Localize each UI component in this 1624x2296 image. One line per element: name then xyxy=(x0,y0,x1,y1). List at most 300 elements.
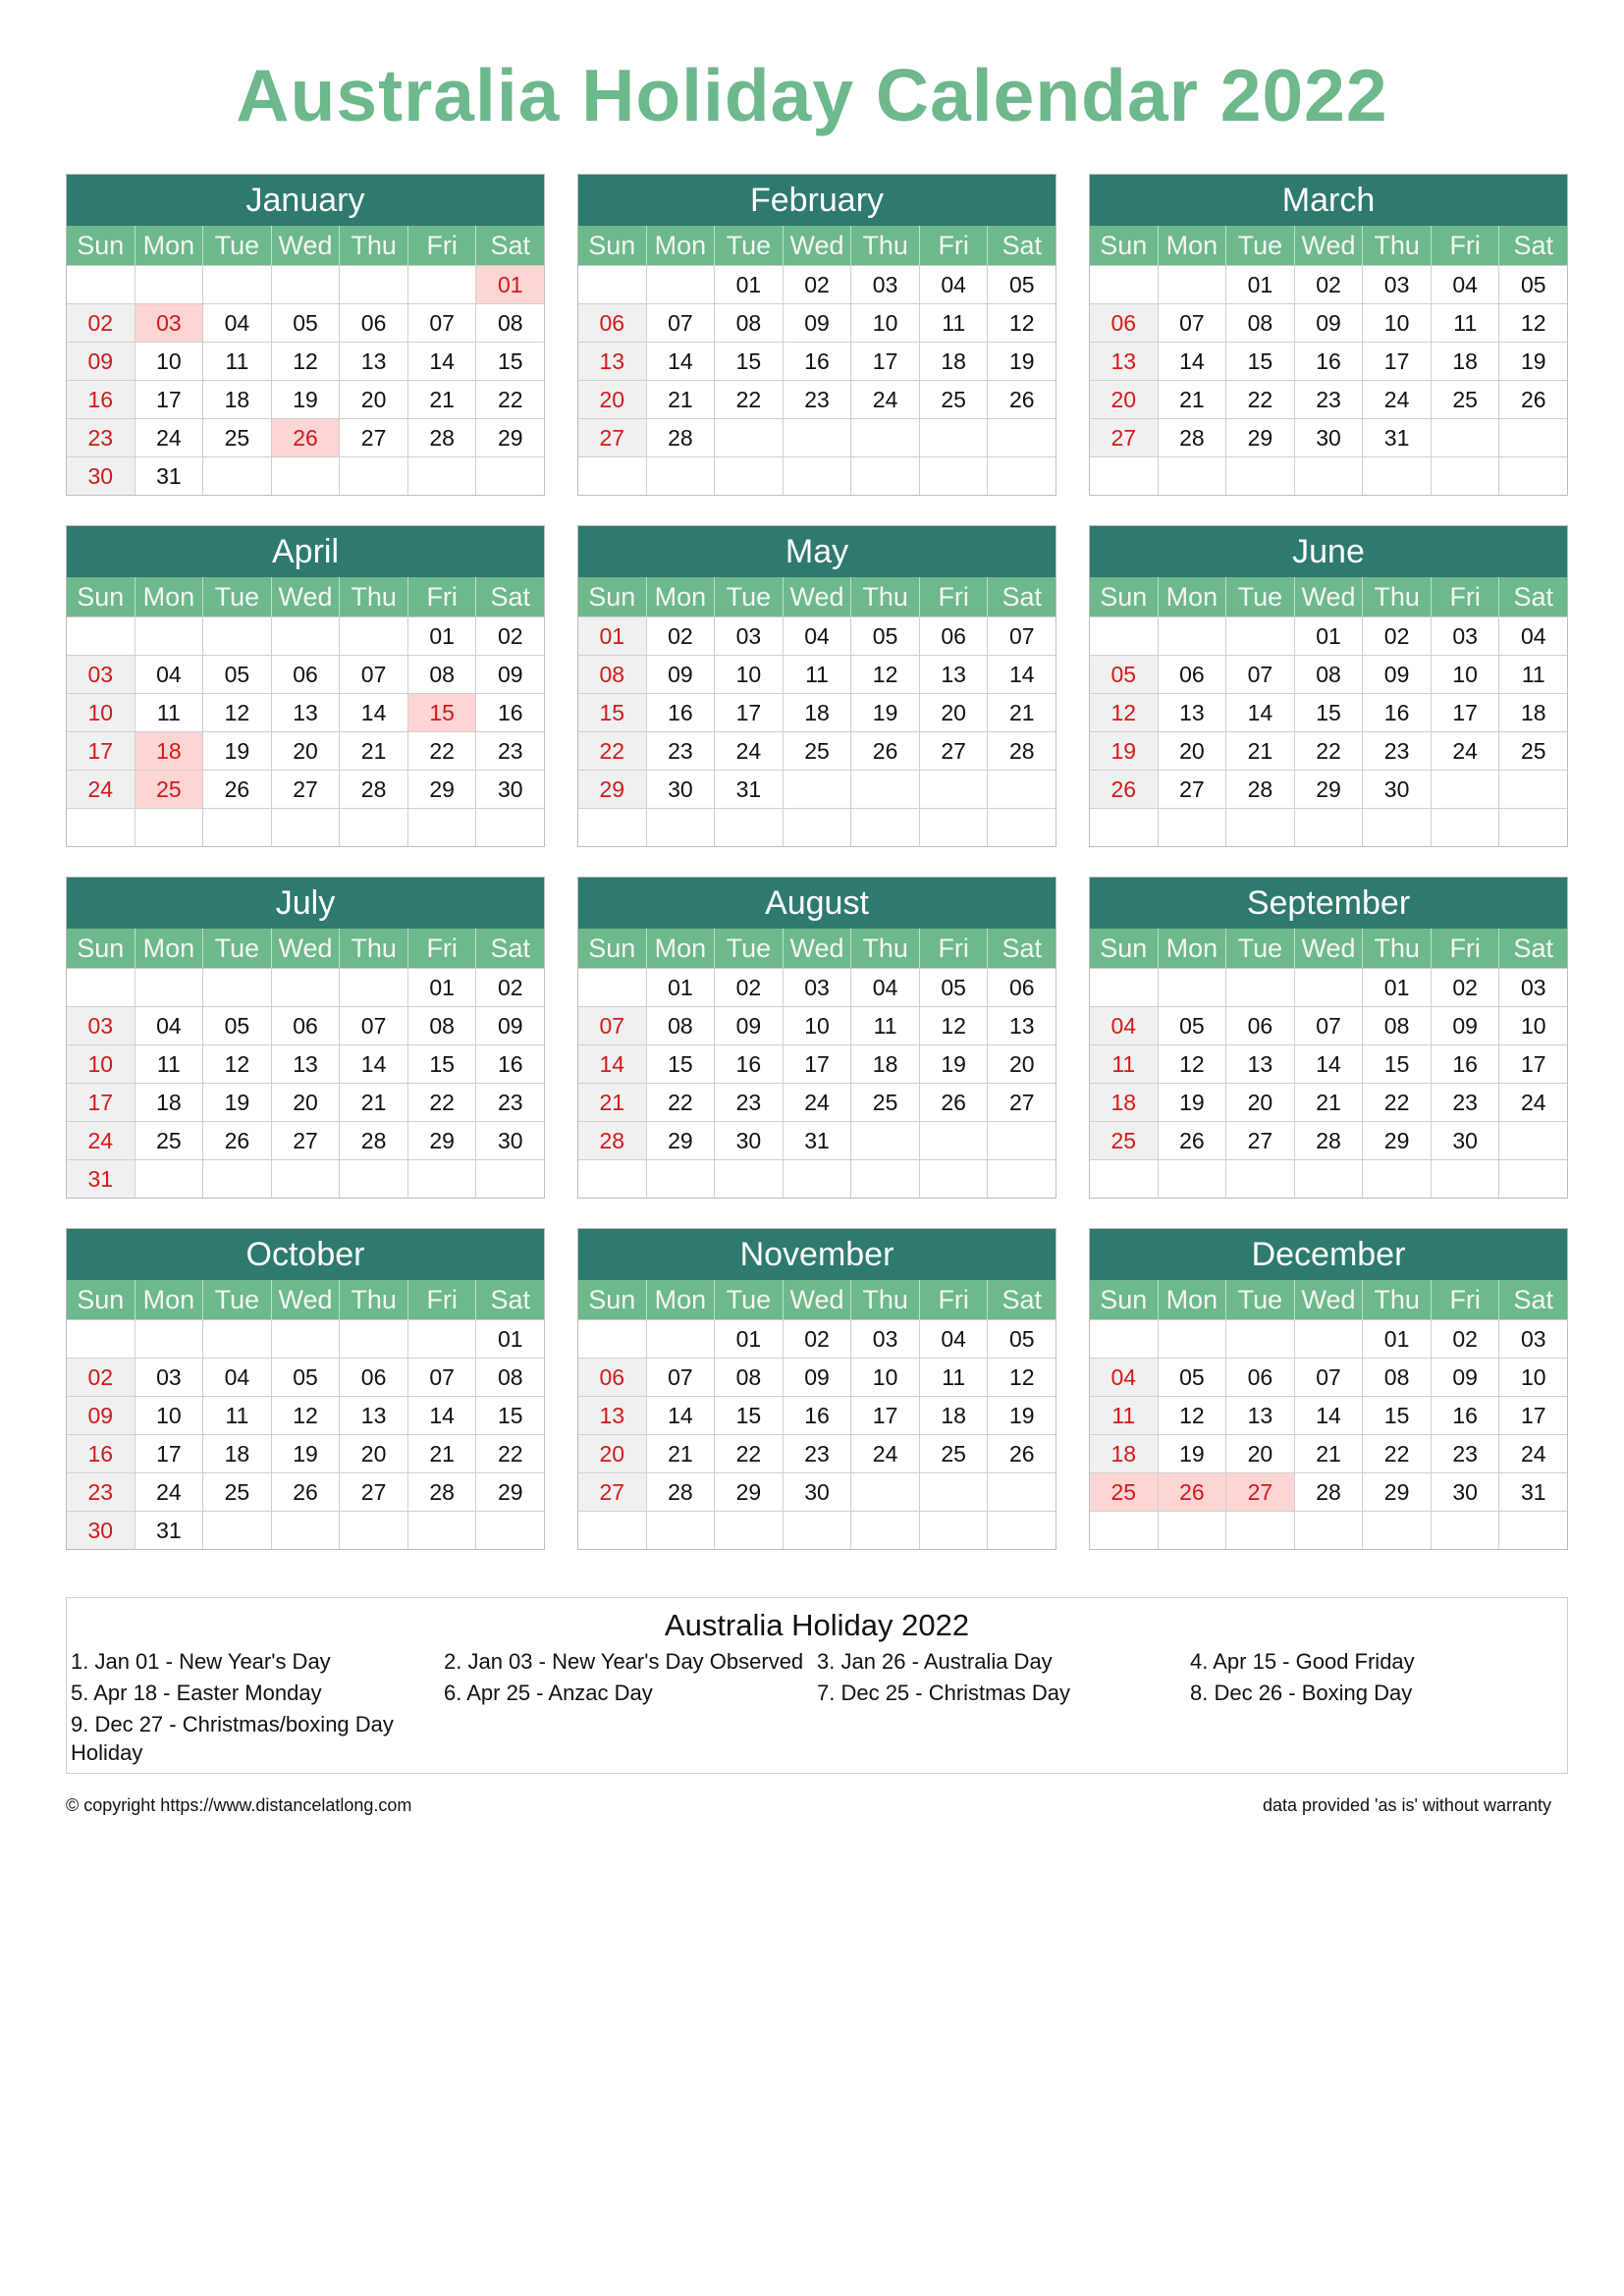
empty-day-cell xyxy=(1159,457,1227,495)
week-row xyxy=(67,968,544,1006)
weekday-label: Sun xyxy=(1090,226,1159,265)
day-cell: 08 xyxy=(497,310,523,336)
day-cell: 08 xyxy=(647,1007,716,1044)
day-cell: 31 xyxy=(135,457,204,495)
day-cell: 07 xyxy=(647,304,716,342)
holiday-list-title: Australia Holiday 2022 xyxy=(664,1608,970,1642)
holiday-item: 5. Apr 18 - Easter Monday xyxy=(71,1681,322,1705)
week-row xyxy=(67,731,544,770)
day-cell: 01 xyxy=(715,266,784,303)
day-cell: 13 xyxy=(272,694,341,731)
holiday-day-cell: 26 xyxy=(272,419,341,456)
day-cell: 05 xyxy=(920,969,989,1006)
day-cell: 09 xyxy=(1432,1007,1500,1044)
month-name: October xyxy=(67,1229,544,1280)
day-cell: 21 xyxy=(1295,1435,1364,1472)
day-cell: 24 xyxy=(135,419,204,456)
empty-day-cell xyxy=(272,457,341,495)
day-cell: 19 xyxy=(203,732,272,770)
day-cell: 14 xyxy=(1295,1045,1364,1083)
weekday-label: Fri xyxy=(920,929,989,968)
weekday-label: Tue xyxy=(715,929,784,968)
empty-day-cell xyxy=(578,1160,647,1198)
day-cell: 19 xyxy=(851,694,920,731)
weekday-label: Thu xyxy=(851,1280,920,1319)
day-cell: 02 xyxy=(1432,969,1500,1006)
holiday-item: 6. Apr 25 - Anzac Day xyxy=(444,1681,653,1705)
day-cell: 26 xyxy=(1090,771,1159,808)
day-cell: 20 xyxy=(578,381,647,418)
week-row xyxy=(578,1121,1056,1159)
day-cell: 23 xyxy=(784,1435,852,1472)
day-cell: 22 xyxy=(647,1084,716,1121)
day-cell: 14 xyxy=(1295,1397,1364,1434)
day-cell: 14 xyxy=(408,343,477,380)
day-cell: 26 xyxy=(1520,387,1546,412)
week-row xyxy=(67,770,544,808)
day-cell: 22 xyxy=(715,1435,784,1472)
week-row xyxy=(1090,1159,1567,1198)
empty-day-cell xyxy=(67,809,135,846)
day-cell: 25 xyxy=(203,1473,272,1511)
day-cell: 17 xyxy=(67,732,135,770)
day-cell: 22 xyxy=(1363,1435,1432,1472)
day-cell: 16 xyxy=(647,694,716,731)
week-row xyxy=(67,418,544,456)
day-cell: 30 xyxy=(1432,1473,1500,1511)
day-cell: 10 xyxy=(1432,656,1500,693)
day-cell: 06 xyxy=(578,1359,647,1396)
empty-day-cell xyxy=(203,1512,272,1549)
empty-day-cell xyxy=(1295,457,1364,495)
weekday-header-row xyxy=(67,577,544,616)
day-cell: 24 xyxy=(67,771,135,808)
day-cell: 22 xyxy=(1363,1084,1432,1121)
day-cell: 17 xyxy=(1520,1403,1546,1428)
day-cell: 03 xyxy=(67,656,135,693)
day-cell: 28 xyxy=(647,419,716,456)
day-cell: 28 xyxy=(1295,1122,1364,1159)
day-cell: 08 xyxy=(497,1364,523,1390)
empty-day-cell xyxy=(578,969,647,1006)
day-cell: 27 xyxy=(578,1473,647,1511)
weekday-label: Tue xyxy=(1226,226,1295,265)
day-cell: 16 xyxy=(784,1397,852,1434)
day-cell: 07 xyxy=(578,1007,647,1044)
day-cell: 27 xyxy=(272,1122,341,1159)
holiday-day-cell: 25 xyxy=(135,771,204,808)
day-cell: 01 xyxy=(1295,617,1364,655)
empty-day-cell xyxy=(340,809,408,846)
empty-day-cell xyxy=(135,1320,204,1358)
day-cell: 25 xyxy=(920,1435,989,1472)
weekday-label: Fri xyxy=(920,1280,989,1319)
empty-day-cell xyxy=(1090,617,1159,655)
day-cell: 23 xyxy=(67,419,135,456)
day-cell: 28 xyxy=(408,1473,477,1511)
holiday-day-cell: 27 xyxy=(1226,1473,1295,1511)
weekday-label: Fri xyxy=(1432,226,1500,265)
week-row xyxy=(67,1121,544,1159)
day-cell: 16 xyxy=(1432,1397,1500,1434)
day-cell: 30 xyxy=(784,1473,852,1511)
empty-day-cell xyxy=(408,1320,477,1358)
day-cell: 23 xyxy=(1432,1084,1500,1121)
empty-day-cell xyxy=(203,969,272,1006)
day-cell: 14 xyxy=(1008,662,1035,687)
day-cell: 22 xyxy=(497,387,523,412)
day-cell: 20 xyxy=(920,694,989,731)
week-row xyxy=(1090,1472,1567,1511)
empty-day-cell xyxy=(1226,457,1295,495)
holiday-day-cell: 15 xyxy=(408,694,477,731)
day-cell: 09 xyxy=(497,662,523,687)
weekday-label: Sun xyxy=(67,226,135,265)
day-cell: 26 xyxy=(1008,1441,1035,1467)
day-cell: 10 xyxy=(135,343,204,380)
day-cell: 12 xyxy=(1008,310,1035,336)
day-cell: 12 xyxy=(272,1397,341,1434)
day-cell: 25 xyxy=(784,732,852,770)
month-november xyxy=(577,1228,1056,1550)
weekday-label: Tue xyxy=(1226,577,1295,616)
empty-day-cell xyxy=(408,1512,477,1549)
day-cell: 13 xyxy=(340,343,408,380)
empty-day-cell xyxy=(340,266,408,303)
week-row xyxy=(67,616,544,655)
day-cell: 23 xyxy=(497,738,523,764)
day-cell: 27 xyxy=(920,732,989,770)
week-row xyxy=(67,342,544,380)
day-cell: 21 xyxy=(1159,381,1227,418)
week-row xyxy=(1090,1511,1567,1549)
holiday-item: 4. Apr 15 - Good Friday xyxy=(1190,1649,1415,1674)
day-cell: 21 xyxy=(340,1084,408,1121)
weekday-label: Sun xyxy=(67,577,135,616)
holiday-day-cell: 01 xyxy=(476,266,544,303)
day-cell: 29 xyxy=(1363,1473,1432,1511)
day-cell: 21 xyxy=(408,381,477,418)
empty-day-cell xyxy=(1159,1512,1227,1549)
day-cell: 27 xyxy=(1226,1122,1295,1159)
day-cell: 28 xyxy=(1226,771,1295,808)
day-cell: 16 xyxy=(1363,694,1432,731)
day-cell: 26 xyxy=(1008,387,1035,412)
day-cell: 07 xyxy=(340,656,408,693)
day-cell: 20 xyxy=(272,732,341,770)
month-january xyxy=(66,174,545,496)
empty-day-cell xyxy=(1499,771,1567,808)
day-cell: 15 xyxy=(1226,343,1295,380)
weekday-label: Thu xyxy=(1363,577,1432,616)
day-cell: 19 xyxy=(1090,732,1159,770)
weekday-label: Sat xyxy=(1513,231,1554,260)
empty-day-cell xyxy=(1226,617,1295,655)
empty-day-cell xyxy=(920,457,989,495)
week-row xyxy=(1090,1006,1567,1044)
empty-day-cell xyxy=(920,1473,989,1511)
empty-day-cell xyxy=(715,457,784,495)
day-cell: 01 xyxy=(408,617,477,655)
day-cell: 01 xyxy=(578,617,647,655)
day-cell: 02 xyxy=(784,1320,852,1358)
week-row xyxy=(1090,265,1567,303)
day-cell: 21 xyxy=(647,1435,716,1472)
day-cell: 13 xyxy=(1226,1045,1295,1083)
week-row xyxy=(578,1083,1056,1121)
day-cell: 04 xyxy=(920,266,989,303)
empty-day-cell xyxy=(135,617,204,655)
day-cell: 11 xyxy=(1521,662,1545,687)
day-cell: 26 xyxy=(203,1122,272,1159)
day-cell: 29 xyxy=(578,771,647,808)
empty-day-cell xyxy=(476,809,544,846)
week-row xyxy=(578,968,1056,1006)
day-cell: 16 xyxy=(497,700,523,725)
weekday-label: Sat xyxy=(1513,934,1554,963)
day-cell: 16 xyxy=(1295,343,1364,380)
day-cell: 18 xyxy=(920,1397,989,1434)
day-cell: 17 xyxy=(135,381,204,418)
day-cell: 11 xyxy=(851,1007,920,1044)
weekday-label: Thu xyxy=(851,929,920,968)
week-row xyxy=(67,265,544,303)
weekday-label: Fri xyxy=(408,226,477,265)
week-row xyxy=(578,731,1056,770)
day-cell: 12 xyxy=(1159,1397,1227,1434)
month-name: August xyxy=(578,878,1056,929)
day-cell: 27 xyxy=(1159,771,1227,808)
day-cell: 02 xyxy=(497,623,523,649)
weekday-label: Mon xyxy=(647,1280,716,1319)
empty-day-cell xyxy=(920,1160,989,1198)
day-cell: 14 xyxy=(647,343,716,380)
day-cell: 18 xyxy=(784,694,852,731)
day-cell: 29 xyxy=(1226,419,1295,456)
month-name: July xyxy=(67,878,544,929)
day-cell: 19 xyxy=(1159,1435,1227,1472)
week-row xyxy=(1090,616,1567,655)
empty-day-cell xyxy=(988,1473,1056,1511)
month-august xyxy=(577,877,1056,1199)
weekday-label: Thu xyxy=(340,577,408,616)
weekday-label: Wed xyxy=(1295,577,1364,616)
week-row xyxy=(578,1006,1056,1044)
day-cell: 14 xyxy=(647,1397,716,1434)
day-cell: 22 xyxy=(408,1084,477,1121)
empty-day-cell xyxy=(647,266,716,303)
empty-day-cell xyxy=(851,457,920,495)
weekday-label: Fri xyxy=(920,226,989,265)
week-row xyxy=(1090,693,1567,731)
day-cell: 24 xyxy=(851,1435,920,1472)
day-cell: 07 xyxy=(408,304,477,342)
day-cell: 09 xyxy=(784,1359,852,1396)
empty-day-cell xyxy=(1090,1320,1159,1358)
empty-day-cell xyxy=(1432,1160,1500,1198)
weekday-header-row xyxy=(1090,929,1567,968)
day-cell: 22 xyxy=(408,732,477,770)
empty-day-cell xyxy=(67,1320,135,1358)
day-cell: 06 xyxy=(1226,1007,1295,1044)
empty-day-cell xyxy=(135,266,204,303)
day-cell: 04 xyxy=(851,969,920,1006)
empty-day-cell xyxy=(920,419,989,456)
week-row xyxy=(67,693,544,731)
day-cell: 13 xyxy=(272,1045,341,1083)
week-row xyxy=(67,1472,544,1511)
weekday-label: Thu xyxy=(340,929,408,968)
weekday-label: Wed xyxy=(784,929,852,968)
day-cell: 15 xyxy=(497,1403,523,1428)
empty-day-cell xyxy=(340,457,408,495)
weekday-header-row xyxy=(67,226,544,265)
day-cell: 26 xyxy=(920,1084,989,1121)
day-cell: 12 xyxy=(203,1045,272,1083)
weekday-label: Mon xyxy=(135,929,204,968)
day-cell: 18 xyxy=(920,343,989,380)
week-row xyxy=(67,1511,544,1549)
holiday-day-cell: 26 xyxy=(1159,1473,1227,1511)
weekday-header-row xyxy=(578,929,1056,968)
week-row xyxy=(1090,303,1567,342)
empty-day-cell xyxy=(1226,1320,1295,1358)
weekday-label: Wed xyxy=(272,226,341,265)
weekday-label: Tue xyxy=(715,226,784,265)
day-cell: 07 xyxy=(1159,304,1227,342)
day-cell: 31 xyxy=(1363,419,1432,456)
empty-day-cell xyxy=(203,457,272,495)
empty-day-cell xyxy=(408,266,477,303)
day-cell: 28 xyxy=(340,771,408,808)
day-cell: 05 xyxy=(272,304,341,342)
empty-day-cell xyxy=(1295,809,1364,846)
weekday-label: Mon xyxy=(135,1280,204,1319)
day-cell: 15 xyxy=(1363,1397,1432,1434)
day-cell: 15 xyxy=(578,694,647,731)
week-row xyxy=(578,342,1056,380)
empty-day-cell xyxy=(1159,1320,1227,1358)
day-cell: 24 xyxy=(67,1122,135,1159)
empty-day-cell xyxy=(851,419,920,456)
day-cell: 07 xyxy=(1008,623,1035,649)
week-row xyxy=(67,1044,544,1083)
day-cell: 25 xyxy=(920,381,989,418)
day-cell: 16 xyxy=(715,1045,784,1083)
day-cell: 18 xyxy=(135,1084,204,1121)
day-cell: 26 xyxy=(203,771,272,808)
day-cell: 21 xyxy=(408,1435,477,1472)
day-cell: 11 xyxy=(135,1045,204,1083)
day-cell: 18 xyxy=(851,1045,920,1083)
weekday-label: Sun xyxy=(67,1280,135,1319)
empty-day-cell xyxy=(647,457,716,495)
empty-day-cell xyxy=(988,457,1056,495)
weekday-label: Fri xyxy=(408,1280,477,1319)
day-cell: 22 xyxy=(1295,732,1364,770)
day-cell: 16 xyxy=(497,1051,523,1077)
day-cell: 01 xyxy=(1226,266,1295,303)
empty-day-cell xyxy=(578,1320,647,1358)
week-row xyxy=(578,1159,1056,1198)
empty-day-cell xyxy=(851,771,920,808)
holiday-list-panel xyxy=(66,1597,1568,1774)
day-cell: 10 xyxy=(67,694,135,731)
weekday-label: Sat xyxy=(1513,1285,1554,1314)
week-row xyxy=(578,456,1056,495)
day-cell: 05 xyxy=(203,656,272,693)
day-cell: 07 xyxy=(1295,1007,1364,1044)
day-cell: 28 xyxy=(408,419,477,456)
day-cell: 31 xyxy=(715,771,784,808)
week-row xyxy=(578,1044,1056,1083)
weekday-header-row xyxy=(1090,226,1567,265)
day-cell: 14 xyxy=(578,1045,647,1083)
day-cell: 17 xyxy=(135,1435,204,1472)
weekday-label: Sun xyxy=(578,929,647,968)
day-cell: 24 xyxy=(1432,732,1500,770)
day-cell: 02 xyxy=(497,975,523,1000)
empty-day-cell xyxy=(272,1320,341,1358)
day-cell: 15 xyxy=(497,348,523,374)
day-cell: 19 xyxy=(272,381,341,418)
day-cell: 09 xyxy=(1432,1359,1500,1396)
empty-day-cell xyxy=(1295,969,1364,1006)
empty-day-cell xyxy=(1432,1512,1500,1549)
day-cell: 07 xyxy=(1226,656,1295,693)
day-cell: 25 xyxy=(203,419,272,456)
day-cell: 18 xyxy=(203,1435,272,1472)
day-cell: 14 xyxy=(1159,343,1227,380)
day-cell: 25 xyxy=(1090,1122,1159,1159)
empty-day-cell xyxy=(920,809,989,846)
weekday-label: Sat xyxy=(1001,934,1043,963)
empty-day-cell xyxy=(784,771,852,808)
day-cell: 13 xyxy=(1159,694,1227,731)
month-may xyxy=(577,525,1056,847)
day-cell: 19 xyxy=(920,1045,989,1083)
day-cell: 30 xyxy=(715,1122,784,1159)
day-cell: 05 xyxy=(1159,1007,1227,1044)
day-cell: 01 xyxy=(497,1326,523,1352)
day-cell: 18 xyxy=(1090,1084,1159,1121)
weekday-label: Sat xyxy=(490,582,531,612)
day-cell: 09 xyxy=(1363,656,1432,693)
empty-day-cell xyxy=(988,809,1056,846)
week-row xyxy=(578,1319,1056,1358)
month-march xyxy=(1089,174,1568,496)
empty-day-cell xyxy=(340,1320,408,1358)
day-cell: 11 xyxy=(1432,304,1500,342)
day-cell: 19 xyxy=(203,1084,272,1121)
day-cell: 29 xyxy=(497,425,523,451)
weekday-header-row xyxy=(1090,577,1567,616)
weekday-label: Tue xyxy=(203,226,272,265)
week-row xyxy=(67,380,544,418)
empty-day-cell xyxy=(67,969,135,1006)
day-cell: 20 xyxy=(1008,1051,1035,1077)
week-row xyxy=(67,808,544,846)
day-cell: 25 xyxy=(1432,381,1500,418)
week-row xyxy=(1090,655,1567,693)
day-cell: 23 xyxy=(715,1084,784,1121)
empty-day-cell xyxy=(340,1160,408,1198)
month-february xyxy=(577,174,1056,496)
day-cell: 02 xyxy=(1295,266,1364,303)
weekday-label: Tue xyxy=(1226,929,1295,968)
empty-day-cell xyxy=(1499,419,1567,456)
weekday-label: Mon xyxy=(135,577,204,616)
